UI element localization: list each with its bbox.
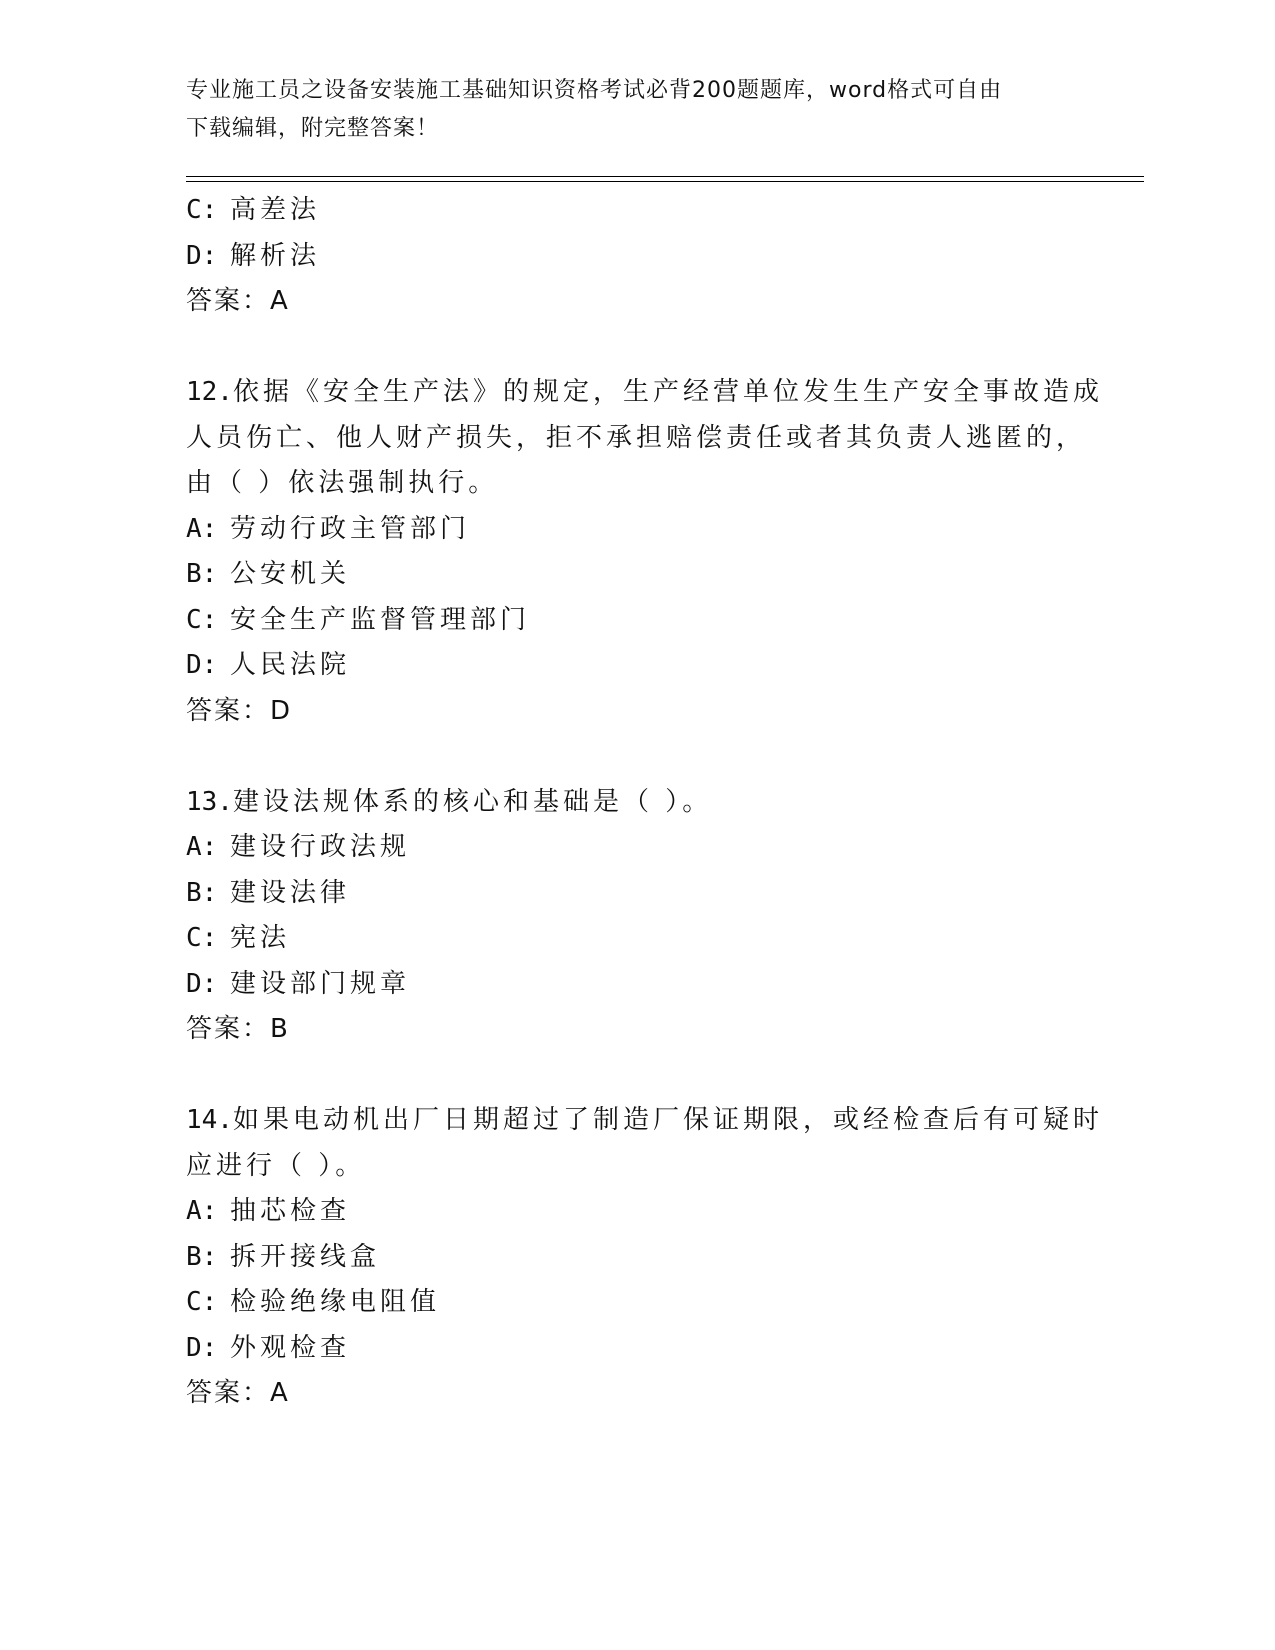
option-text: 高差法: [230, 195, 321, 225]
option-label: C:: [186, 195, 218, 225]
answer-label: 答案：: [186, 695, 271, 726]
answer-label: 答案：: [186, 1014, 271, 1044]
spacer: [186, 1053, 1086, 1099]
option-text: 宪法: [230, 923, 291, 953]
option-a: [186, 1189, 1086, 1235]
answer-value: D: [270, 695, 291, 726]
option-b: [186, 1235, 1086, 1281]
option-label: B:: [186, 559, 218, 589]
option-label: D:: [186, 240, 218, 271]
question-text: 人员伤亡、他人财产损失，拒不承担赔偿责任或者其负责人逃匿的，: [186, 422, 1087, 453]
question-text: 由（ ）依法强制执行。: [186, 468, 499, 498]
question-content: [186, 188, 1103, 1417]
answer-line: [186, 1007, 1086, 1053]
option-b: [186, 871, 1086, 917]
option-label: B:: [186, 1241, 218, 1272]
header-line-1: 专业施工员之设备安装施工基础知识资格考试必背200题题库，word格式可自由: [186, 78, 1003, 103]
spacer: [186, 325, 1086, 371]
option-a: [186, 507, 1086, 553]
option-text: 公安机关: [230, 559, 351, 589]
option-label: B:: [186, 877, 218, 908]
option-label: A:: [186, 1196, 218, 1226]
answer-value: A: [270, 1378, 288, 1408]
answer-line: [186, 689, 1086, 735]
option-text: 安全生产监督管理部门: [230, 604, 531, 635]
question-stem-line: [186, 780, 1086, 826]
option-text: 建设行政法规: [230, 832, 411, 862]
option-d: [186, 1326, 1086, 1372]
option-text: 劳动行政主管部门: [230, 513, 471, 544]
question-stem-line: [186, 370, 1103, 416]
question-text: 应进行（ ）。: [186, 1150, 366, 1181]
question-12: [186, 370, 1103, 734]
option-text: 检验绝缘电阻值: [230, 1287, 441, 1317]
option-c: [186, 188, 1086, 234]
answer-line: [186, 1371, 1086, 1417]
question-number: 13.: [186, 786, 233, 817]
option-c: [186, 916, 1086, 962]
option-text: 抽芯检查: [230, 1196, 351, 1226]
question-text: 如果电动机出厂日期超过了制造厂保证期限，或经检查后有可疑时: [232, 1105, 1103, 1135]
answer-line: [186, 279, 1086, 325]
option-label: D:: [186, 650, 218, 680]
question-14: [186, 1098, 1103, 1417]
header-divider-top: [186, 176, 1144, 177]
option-c: [186, 1280, 1086, 1326]
question-stem-line: [186, 416, 1086, 462]
option-label: C:: [186, 1287, 218, 1317]
option-label: D:: [186, 968, 218, 999]
answer-value: A: [270, 286, 288, 316]
option-c: [186, 598, 1086, 644]
option-label: C:: [186, 923, 218, 953]
option-text: 外观检查: [230, 1332, 351, 1363]
question-number: 14.: [186, 1105, 233, 1135]
option-d: [186, 234, 1086, 280]
answer-label: 答案：: [186, 1378, 271, 1408]
question-13: [186, 780, 1086, 1053]
option-d: [186, 962, 1086, 1008]
option-a: [186, 825, 1086, 871]
option-label: C:: [186, 604, 218, 635]
question-stem-line: [186, 1144, 1086, 1190]
option-b: [186, 552, 1086, 598]
option-label: A:: [186, 513, 218, 544]
answer-label: 答案：: [186, 286, 271, 316]
option-d: [186, 643, 1086, 689]
option-label: D:: [186, 1332, 218, 1363]
option-text: 建设部门规章: [230, 968, 411, 999]
spacer: [186, 734, 1086, 780]
option-text: 建设法律: [230, 877, 351, 908]
question-stem-line: [186, 461, 1086, 507]
page-header: [186, 72, 1086, 148]
header-divider-bottom: [186, 181, 1144, 182]
question-text: 建设法规体系的核心和基础是（ ）。: [232, 786, 713, 817]
header-line-2: 下载编辑，附完整答案！: [186, 116, 440, 141]
question-text: 依据《安全生产法》的规定，生产经营单位发生生产安全事故造成: [232, 377, 1103, 407]
option-text: 人民法院: [230, 650, 351, 680]
option-label: A:: [186, 832, 218, 862]
previous-question-fragment: [186, 188, 1086, 325]
question-stem-line: [186, 1098, 1103, 1144]
question-number: 12.: [186, 377, 233, 407]
option-text: 拆开接线盒: [230, 1241, 381, 1272]
option-text: 解析法: [230, 240, 321, 271]
answer-value: B: [270, 1014, 288, 1044]
